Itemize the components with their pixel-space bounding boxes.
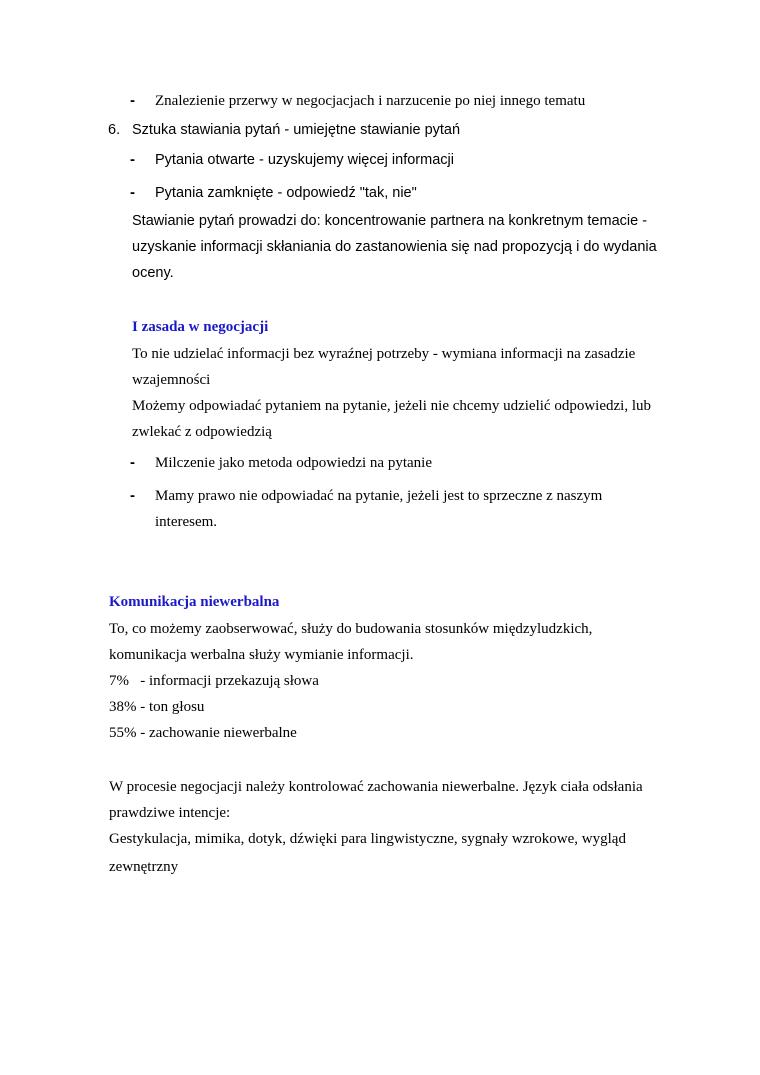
paragraph-line: To nie udzielać informacji bez wyraźnej potrzeby - wymiana informacji na zasadzie [132, 346, 636, 362]
section-heading: I zasada w negocjacji [132, 319, 269, 335]
list-item-text: Znalezienie przerwy w negocjacjach i narzucenie po niej innego tematu [155, 93, 586, 109]
paragraph-line: zewnętrzny [109, 859, 179, 875]
list-item-text: interesem. [155, 514, 218, 530]
paragraph-line: Stawianie pytań prowadzi do: koncentrowanie partnera na konkretnym temacie - [132, 213, 648, 229]
stat-line: 38% - ton głosu [109, 699, 205, 715]
list-number: 6. [108, 122, 121, 138]
list-item-text: Pytania otwarte - uzyskujemy więcej informacji [155, 152, 454, 168]
list-item-text: Mamy prawo nie odpowiadać na pytanie, jeżeli jest to sprzeczne z naszym [155, 488, 603, 504]
paragraph-line: oceny. [132, 265, 174, 281]
paragraph-line: To, co możemy zaobserwować, służy do budowania stosunków międzyludzkich, [109, 621, 593, 637]
paragraph-line: Możemy odpowiadać pytaniem na pytanie, jeżeli nie chcemy udzielić odpowiedzi, lub [132, 398, 651, 414]
list-item-text: Milczenie jako metoda odpowiedzi na pytanie [155, 455, 432, 471]
list-marker: - [130, 454, 135, 471]
list-item-text: Pytania zamknięte - odpowiedź "tak, nie" [155, 185, 417, 201]
paragraph-line: Gestykulacja, mimika, dotyk, dźwięki para lingwistyczne, sygnały wzrokowe, wygląd [109, 831, 626, 847]
paragraph-line: uzyskanie informacji skłaniania do zastanowienia się nad propozycją i do wydania [132, 239, 657, 255]
paragraph-line: wzajemności [132, 372, 211, 388]
paragraph-line: prawdziwe intencje: [109, 805, 231, 821]
paragraph-line: W procesie negocjacji należy kontrolować zachowania niewerbalne. Język ciała odsłania [109, 779, 643, 795]
list-item-title: Sztuka stawiania pytań - umiejętne stawianie pytań [132, 122, 461, 138]
stat-line: 55% - zachowanie niewerbalne [109, 725, 297, 741]
paragraph-line: zwlekać z odpowiedzią [132, 424, 272, 440]
list-marker: - [130, 184, 135, 201]
list-marker: - [130, 151, 135, 168]
section-heading: Komunikacja niewerbalna [109, 594, 280, 610]
list-marker: - [130, 92, 135, 109]
paragraph-line: komunikacja werbalna służy wymianie informacji. [109, 647, 414, 663]
list-marker: - [130, 487, 135, 504]
stat-line: 7% - informacji przekazują słowa [109, 673, 319, 689]
